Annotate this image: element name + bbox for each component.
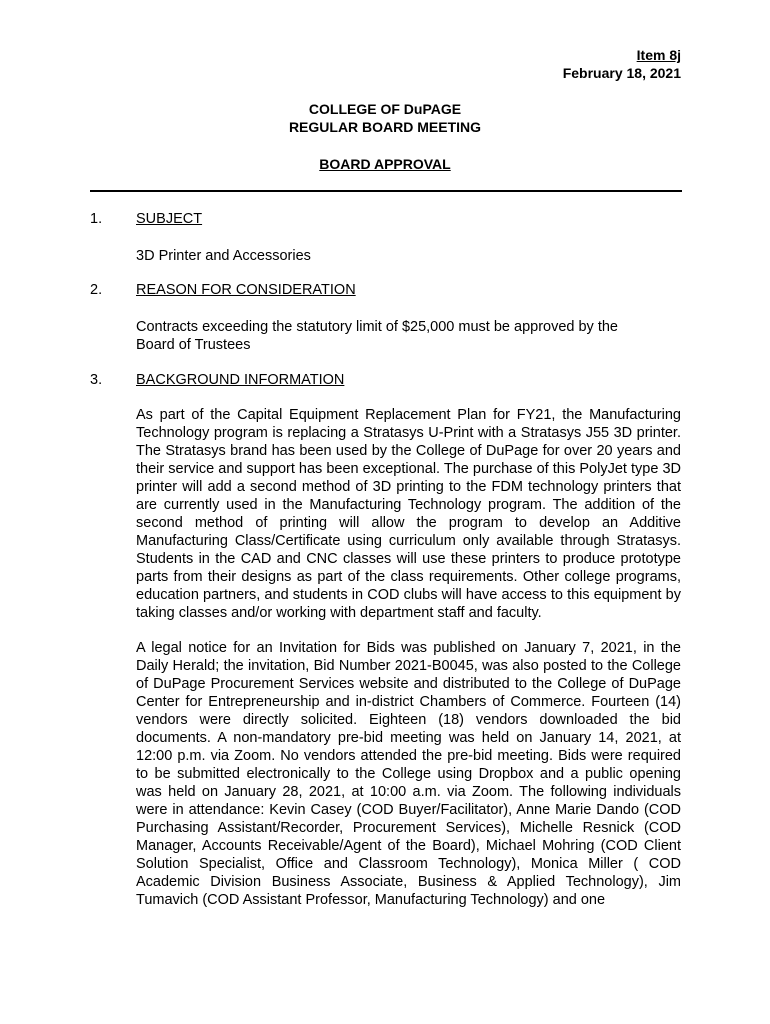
reason-text: Contracts exceeding the statutory limit of $25,000 must be approved by the Board of Trustees bbox=[136, 319, 618, 353]
section-number: 3. bbox=[90, 372, 103, 388]
background-paragraph-1: As part of the Capital Equipment Replacement Plan for FY21, the Manufacturing Technology program is replacing a Stratasys U-Print with a Stratasys J55 3D printer. The Stratasys brand has been used by the College of DuPage for over 20 years and their service and support has been exceptional. The purchase of this PolyJet type 3D printer will add a second method of 3D printing to the FDM technology printers that are currently used in the Manufacturing Technology program. The addition of the second method of printing will allow the program to develop an Additive Manufacturing Class/Certificate using curriculum only available through Stratasys. Students in the CAD and CNC classes will use these printers to produce prototype parts from their designs as part of the class requirements. Other college programs, education partners, and students in COD clubs will have access to this equipment by taking classes and/or working with department staff and faculty. bbox=[136, 407, 681, 621]
section-number: 1. bbox=[90, 211, 103, 227]
header-divider bbox=[90, 190, 682, 192]
institution-name: COLLEGE OF DuPAGE bbox=[308, 101, 462, 117]
subject-text: 3D Printer and Accessories bbox=[136, 248, 311, 264]
document-header bbox=[563, 46, 681, 82]
section-heading: BACKGROUND INFORMATION bbox=[136, 372, 345, 388]
background-paragraph-2: A legal notice for an Invitation for Bids was published on January 7, 2021, in the Daily Herald; the invitation, Bid Number 2021-B0045, was also posted to the College of DuPage Procurement Services website and distributed to the College of DuPage Center for Entrepreneurship and in-district Chambers of Commerce. Fourteen (14) vendors were directly solicited. Eighteen (18) vendors downloaded the bid documents. A non-mandatory pre-bid meeting was held on January 14, 2021, at 12:00 p.m. via Zoom. No vendors attended the pre-bid meeting. Bids were required to be submitted electronically to the College using Dropbox and a public opening was held on January 28, 2021, at 10:00 a.m. via Zoom. The following individuals were in attendance: Kevin Casey (COD Buyer/Facilitator), Anne Marie Dando (COD Purchasing Assistant/Recorder, Procurement Services), Michelle Resnick (COD Manager, Accounts Receivable/Agent of the Board), Michael Mohring (COD Client Solution Specialist, Office and Classroom Technology), Monica Miller ( COD Academic Division Business Associate, Business & Applied Technology), Jim Tumavich (COD Assistant Professor, Manufacturing Technology) and one bbox=[136, 640, 681, 908]
section-heading: SUBJECT bbox=[136, 211, 203, 227]
meeting-type: REGULAR BOARD MEETING bbox=[288, 119, 482, 135]
document-title bbox=[0, 100, 770, 136]
item-number: Item 8j bbox=[636, 47, 681, 63]
section-number: 2. bbox=[90, 282, 103, 298]
section-heading: REASON FOR CONSIDERATION bbox=[136, 282, 356, 298]
board-approval-heading: BOARD APPROVAL bbox=[319, 156, 451, 172]
meeting-date: February 18, 2021 bbox=[562, 65, 681, 81]
